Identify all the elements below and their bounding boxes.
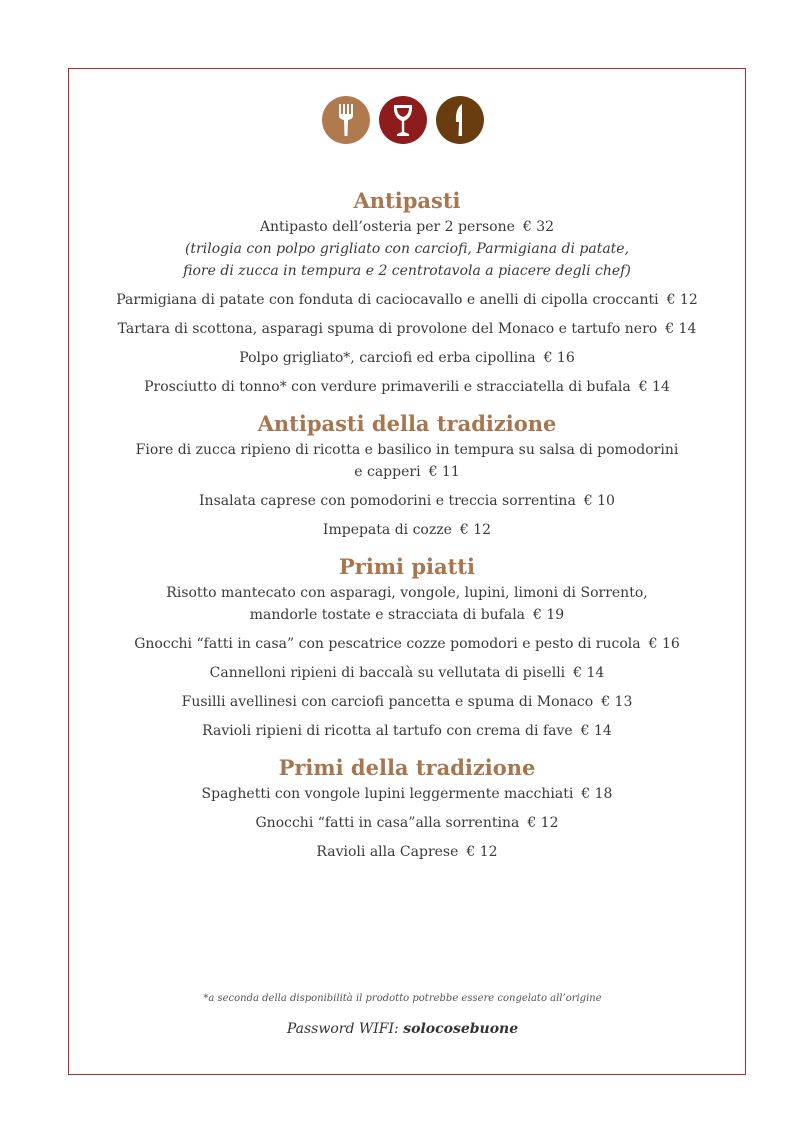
menu-item: e capperi € 11 <box>354 464 460 480</box>
wifi-label: Password WIFI: <box>286 1021 399 1037</box>
menu-item: Ravioli alla Caprese € 12 <box>316 844 498 860</box>
menu-item: Tartara di scottona, asparagi spuma di provolone del Monaco e tartufo nero € 14 <box>117 321 697 337</box>
menu-item: Insalata caprese con pomodorini e treccia sorrentina € 10 <box>199 493 615 509</box>
section-title-primi-tradizione: Primi della tradizione <box>278 755 536 780</box>
knife-icon <box>436 96 484 144</box>
menu-item: Ravioli ripieni di ricotta al tartufo con crema di fave € 14 <box>202 723 612 739</box>
menu-item: Impepata di cozze € 12 <box>322 522 492 538</box>
menu-item: Parmigiana di patate con fonduta di caciocavallo e anelli di cipolla croccanti € 12 <box>116 292 698 308</box>
menu-item: Spaghetti con vongole lupini leggermente macchiati € 18 <box>201 786 613 802</box>
menu-item: Gnocchi “fatti in casa” con pescatrice cozze pomodori e pesto di rucola € 16 <box>134 636 680 652</box>
menu-content <box>68 186 746 863</box>
section-title-primi-piatti: Primi piatti <box>339 554 475 579</box>
fork-icon <box>322 96 370 144</box>
logo-icons <box>0 96 805 144</box>
frozen-note: *a seconda della disponibilità il prodotto potrebbe essere congelato all’origine <box>203 993 602 1004</box>
menu-item-description: fiore di zucca in tempura e 2 centrotavola a piacere degli chef) <box>183 263 631 279</box>
section-title-antipasti: Antipasti <box>353 188 461 213</box>
menu-item: Polpo grigliato*, carciofi ed erba cipollina € 16 <box>239 350 575 366</box>
menu-item: Antipasto dell’osteria per 2 persone € 32 <box>259 219 555 235</box>
menu-item: Gnocchi “fatti in casa”alla sorrentina € 12 <box>255 815 559 831</box>
wine-glass-icon <box>379 96 427 144</box>
wifi-value: solocosebuone <box>403 1021 519 1037</box>
menu-item: Prosciutto di tonno* con verdure primaverili e stracciatella di bufala € 14 <box>144 379 670 395</box>
menu-item: Cannelloni ripieni di baccalà su vellutata di piselli € 14 <box>209 665 605 681</box>
menu-item: Fusilli avellinesi con carciofi pancetta e spuma di Monaco € 13 <box>181 694 633 710</box>
section-title-antipasti-tradizione: Antipasti della tradizione <box>257 411 557 436</box>
menu-item: mandorle tostate e stracciata di bufala € 19 <box>249 607 565 623</box>
menu-item: Fiore di zucca ripieno di ricotta e basilico in tempura su salsa di pomodorini <box>135 442 679 458</box>
menu-item: Risotto mantecato con asparagi, vongole, lupini, limoni di Sorrento, <box>166 585 648 601</box>
menu-item-description: (trilogia con polpo grigliato con carciofi, Parmigiana di patate, <box>184 241 630 257</box>
wifi-password <box>0 1021 805 1037</box>
